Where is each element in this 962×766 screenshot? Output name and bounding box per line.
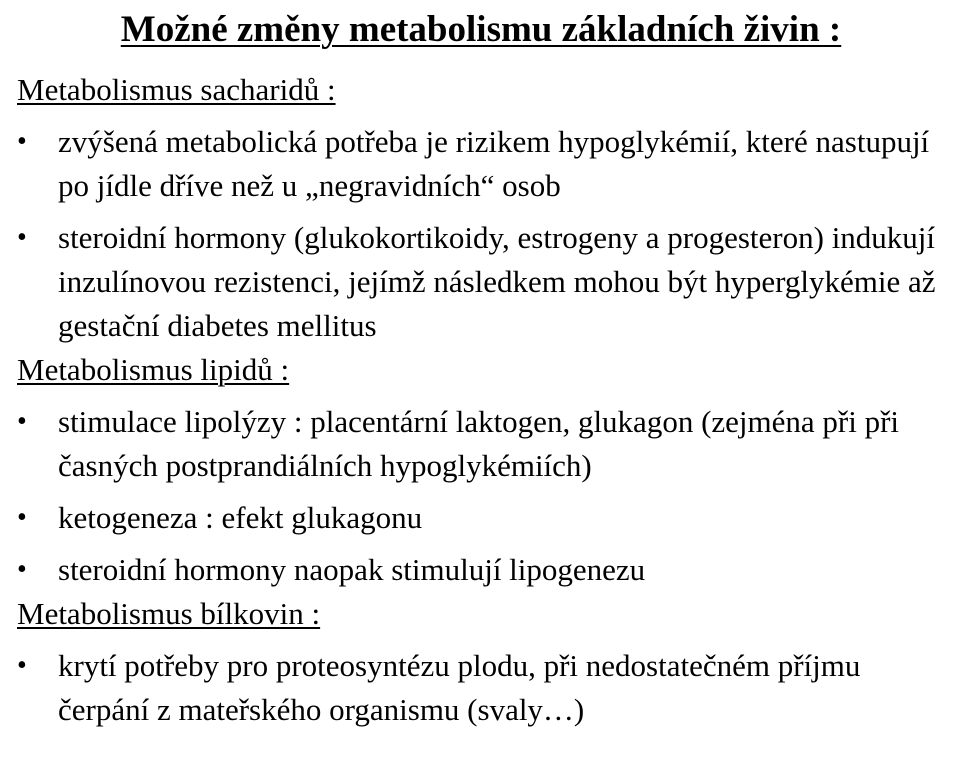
- list-item-text: zvýšená metabolická potřeba je rizikem hypoglykémií, které nastupují po jídle dříve než u „negravidních“ osob: [58, 124, 930, 203]
- list-item: [17, 400, 957, 488]
- bullet-icon: •: [17, 502, 27, 533]
- list-item: [17, 216, 957, 348]
- section-heading: Metabolismus lipidů :: [17, 352, 290, 387]
- list-item-text: krytí potřeby pro proteosyntézu plodu, při nedostatečném příjmu čerpání z mateřského organismu (svaly…): [58, 648, 861, 727]
- list-item-text: ketogeneza : efekt glukagonu: [58, 500, 423, 535]
- section-heading: Metabolismus sacharidů :: [17, 72, 336, 107]
- bullet-icon: •: [17, 126, 27, 157]
- section-lipids: [17, 348, 957, 592]
- list-item-text: steroidní hormony (glukokortikoidy, estrogeny a progesteron) indukují inzulínovou rezistenci, jejímž následkem mohou být hyperglykémie až gestační diabetes mellitus: [58, 220, 936, 343]
- slide-title: Možné změny metabolismu základních živin :: [120, 9, 842, 50]
- list-item: [17, 120, 957, 208]
- slide-content: [17, 68, 957, 732]
- section-carbohydrates: [17, 68, 957, 348]
- bullet-icon: •: [17, 554, 27, 585]
- bullet-icon: •: [17, 650, 27, 681]
- list-item-text: steroidní hormony naopak stimulují lipogenezu: [58, 552, 646, 587]
- bullet-icon: •: [17, 406, 27, 437]
- section-proteins: [17, 592, 957, 732]
- list-item: [17, 644, 957, 732]
- section-heading: Metabolismus bílkovin :: [17, 596, 321, 631]
- list-item: [17, 548, 957, 592]
- bullet-icon: •: [17, 222, 27, 253]
- list-item-text: stimulace lipolýzy : placentární laktogen, glukagon (zejména při při časných postprandiálních hypoglykémiích): [58, 404, 900, 483]
- list-item: [17, 496, 957, 540]
